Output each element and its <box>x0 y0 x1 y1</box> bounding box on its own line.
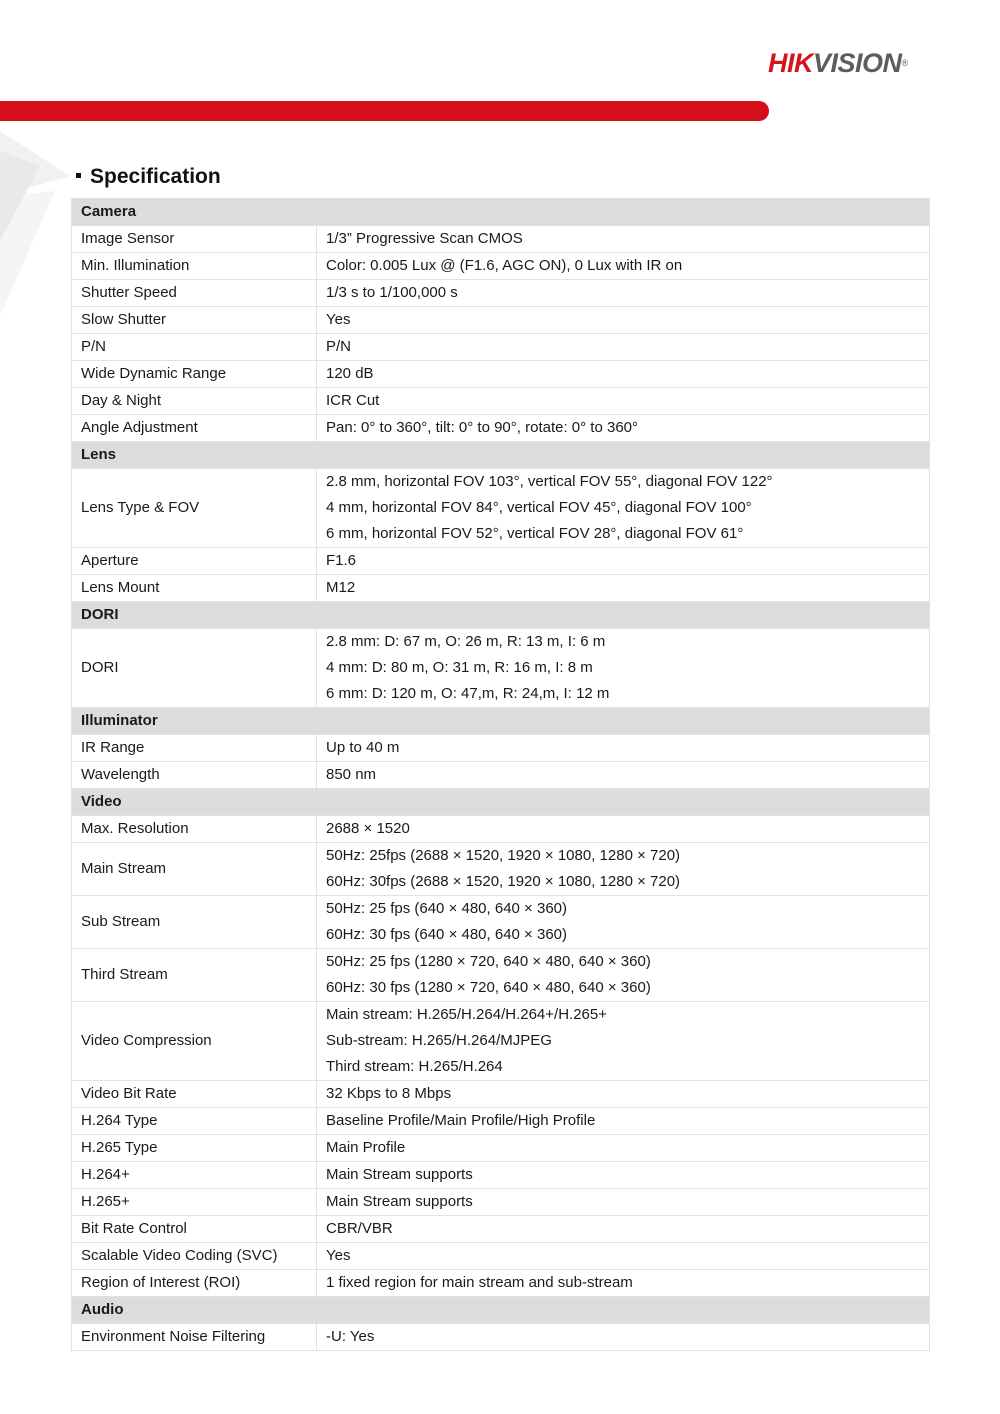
spec-label: Third Stream <box>72 949 317 1002</box>
spec-label: H.264+ <box>72 1162 317 1189</box>
spec-value <box>317 415 930 442</box>
specification-table-body <box>72 199 930 1351</box>
spec-row <box>72 575 930 602</box>
spec-value-line: Yes <box>326 311 351 328</box>
spec-group-header <box>72 789 930 816</box>
spec-row <box>72 361 930 388</box>
spec-value-line: 1/3” Progressive Scan CMOS <box>326 230 523 247</box>
spec-value-line: 32 Kbps to 8 Mbps <box>326 1085 452 1102</box>
spec-label: Main Stream <box>72 843 317 896</box>
spec-label: Angle Adjustment <box>72 415 317 442</box>
spec-value-line: P/N <box>326 338 352 355</box>
spec-label: Image Sensor <box>72 226 317 253</box>
specification-table <box>71 198 930 1351</box>
spec-value <box>317 1324 930 1351</box>
spec-label: Aperture <box>72 548 317 575</box>
spec-value <box>317 226 930 253</box>
spec-label: Wide Dynamic Range <box>72 361 317 388</box>
spec-row <box>72 843 930 896</box>
spec-label: Wavelength <box>72 762 317 789</box>
spec-label: Lens Mount <box>72 575 317 602</box>
spec-row <box>72 388 930 415</box>
spec-value <box>317 1002 930 1081</box>
spec-row <box>72 307 930 334</box>
spec-row <box>72 334 930 361</box>
spec-value-line: 850 nm <box>326 766 377 783</box>
spec-group-title: Camera <box>72 199 930 226</box>
spec-label: Shutter Speed <box>72 280 317 307</box>
spec-group-title: Video <box>72 789 930 816</box>
spec-value-line: Baseline Profile/Main Profile/High Profile <box>326 1112 596 1129</box>
spec-value-line: 2.8 mm: D: 67 m, O: 26 m, R: 13 m, I: 6 m <box>326 633 606 650</box>
spec-value <box>317 1189 930 1216</box>
spec-value-line: 50Hz: 25 fps (640 × 480, 640 × 360) <box>326 900 568 917</box>
spec-value <box>317 469 930 548</box>
spec-value <box>317 762 930 789</box>
spec-value-line: 60Hz: 30 fps (640 × 480, 640 × 360) <box>326 926 568 943</box>
spec-value <box>317 629 930 708</box>
spec-value-line: -U: Yes <box>326 1328 375 1345</box>
spec-label: H.264 Type <box>72 1108 317 1135</box>
spec-value-line: 1/3 s to 1/100,000 s <box>326 284 458 301</box>
spec-label: Min. Illumination <box>72 253 317 280</box>
spec-value <box>317 816 930 843</box>
spec-value-line: ICR Cut <box>326 392 380 409</box>
spec-label: Video Compression <box>72 1002 317 1081</box>
spec-row <box>72 1243 930 1270</box>
spec-value-line: Up to 40 m <box>326 739 400 756</box>
spec-value-line: Pan: 0° to 360°, tilt: 0° to 90°, rotate: 0° to 360° <box>326 419 639 436</box>
spec-value <box>317 361 930 388</box>
spec-row <box>72 415 930 442</box>
spec-row <box>72 548 930 575</box>
spec-label: Max. Resolution <box>72 816 317 843</box>
spec-value <box>317 1243 930 1270</box>
spec-row <box>72 1081 930 1108</box>
spec-group-title: DORI <box>72 602 930 629</box>
spec-value-line: 120 dB <box>326 365 374 382</box>
spec-value <box>317 949 930 1002</box>
section-title-text: Specification <box>90 165 221 188</box>
spec-row <box>72 1135 930 1162</box>
spec-label: Sub Stream <box>72 896 317 949</box>
spec-value-line: 2688 × 1520 <box>326 820 410 837</box>
spec-label: Bit Rate Control <box>72 1216 317 1243</box>
brand-logo-part1: HIK <box>768 48 813 78</box>
spec-value-line: M12 <box>326 579 356 596</box>
spec-group-header <box>72 199 930 226</box>
spec-value-line: 50Hz: 25fps (2688 × 1520, 1920 × 1080, 1280 × 720) <box>326 847 681 864</box>
spec-group-header <box>72 602 930 629</box>
spec-value-line: Color: 0.005 Lux @ (F1.6, AGC ON), 0 Lux with IR on <box>326 257 683 274</box>
spec-value <box>317 896 930 949</box>
header-red-bar <box>0 101 769 121</box>
spec-row <box>72 280 930 307</box>
spec-value-line: 60Hz: 30 fps (1280 × 720, 640 × 480, 640 × 360) <box>326 979 651 996</box>
spec-label: Slow Shutter <box>72 307 317 334</box>
spec-value <box>317 1108 930 1135</box>
spec-row <box>72 629 930 708</box>
registered-mark: ® <box>901 58 908 68</box>
spec-label: H.265 Type <box>72 1135 317 1162</box>
spec-value-line: CBR/VBR <box>326 1220 393 1237</box>
spec-value <box>317 388 930 415</box>
spec-value <box>317 1216 930 1243</box>
spec-row <box>72 1324 930 1351</box>
spec-label: Region of Interest (ROI) <box>72 1270 317 1297</box>
spec-row <box>72 762 930 789</box>
spec-label: Scalable Video Coding (SVC) <box>72 1243 317 1270</box>
spec-group-header <box>72 1297 930 1324</box>
spec-value-line: Main Stream supports <box>326 1166 473 1183</box>
spec-label: IR Range <box>72 735 317 762</box>
spec-value-line: 4 mm, horizontal FOV 84°, vertical FOV 45°, diagonal FOV 100° <box>326 499 752 516</box>
spec-label: DORI <box>72 629 317 708</box>
brand-logo-part2: VISION <box>813 48 902 78</box>
spec-value <box>317 280 930 307</box>
spec-value-line: 6 mm, horizontal FOV 52°, vertical FOV 28°, diagonal FOV 61° <box>326 525 744 542</box>
spec-row <box>72 735 930 762</box>
spec-value-line: Main Stream supports <box>326 1193 473 1210</box>
spec-group-header <box>72 442 930 469</box>
spec-row <box>72 949 930 1002</box>
spec-value <box>317 253 930 280</box>
spec-group-header <box>72 708 930 735</box>
spec-label: P/N <box>72 334 317 361</box>
spec-value <box>317 843 930 896</box>
spec-value-line: 6 mm: D: 120 m, O: 47,m, R: 24,m, I: 12 m <box>326 685 610 702</box>
spec-group-title: Illuminator <box>72 708 930 735</box>
spec-value <box>317 1162 930 1189</box>
spec-value-line: Yes <box>326 1247 351 1264</box>
spec-value-line: 2.8 mm, horizontal FOV 103°, vertical FOV 55°, diagonal FOV 122° <box>326 473 773 490</box>
spec-row <box>72 1162 930 1189</box>
spec-label: Day & Night <box>72 388 317 415</box>
spec-row <box>72 816 930 843</box>
spec-label: H.265+ <box>72 1189 317 1216</box>
spec-value-line: Sub-stream: H.265/H.264/MJPEG <box>326 1032 552 1049</box>
spec-value <box>317 307 930 334</box>
spec-value <box>317 334 930 361</box>
spec-value <box>317 1270 930 1297</box>
spec-row <box>72 896 930 949</box>
spec-row <box>72 1189 930 1216</box>
spec-value-line: 1 fixed region for main stream and sub-stream <box>326 1274 633 1291</box>
spec-value-line: Main stream: H.265/H.264/H.264+/H.265+ <box>326 1006 607 1023</box>
spec-value-line: 4 mm: D: 80 m, O: 31 m, R: 16 m, I: 8 m <box>326 659 593 676</box>
spec-label: Video Bit Rate <box>72 1081 317 1108</box>
spec-value <box>317 548 930 575</box>
spec-value-line: Main Profile <box>326 1139 406 1156</box>
spec-row <box>72 226 930 253</box>
spec-group-title: Audio <box>72 1297 930 1324</box>
spec-row <box>72 469 930 548</box>
spec-row <box>72 1270 930 1297</box>
spec-label: Environment Noise Filtering <box>72 1324 317 1351</box>
decorative-watermark-shapes <box>0 121 80 321</box>
spec-value-line: F1.6 <box>326 552 357 569</box>
spec-row <box>72 1216 930 1243</box>
spec-row <box>72 1002 930 1081</box>
spec-value-line: Third stream: H.265/H.264 <box>326 1058 503 1075</box>
spec-value <box>317 1081 930 1108</box>
spec-value-line: 50Hz: 25 fps (1280 × 720, 640 × 480, 640 × 360) <box>326 953 651 970</box>
spec-value <box>317 575 930 602</box>
spec-row <box>72 1108 930 1135</box>
section-title <box>76 163 221 191</box>
spec-row <box>72 253 930 280</box>
spec-value <box>317 735 930 762</box>
bullet-icon <box>76 173 81 178</box>
spec-value <box>317 1135 930 1162</box>
brand-logo <box>768 48 908 78</box>
spec-group-title: Lens <box>72 442 930 469</box>
spec-value-line: 60Hz: 30fps (2688 × 1520, 1920 × 1080, 1280 × 720) <box>326 873 681 890</box>
spec-label: Lens Type & FOV <box>72 469 317 548</box>
